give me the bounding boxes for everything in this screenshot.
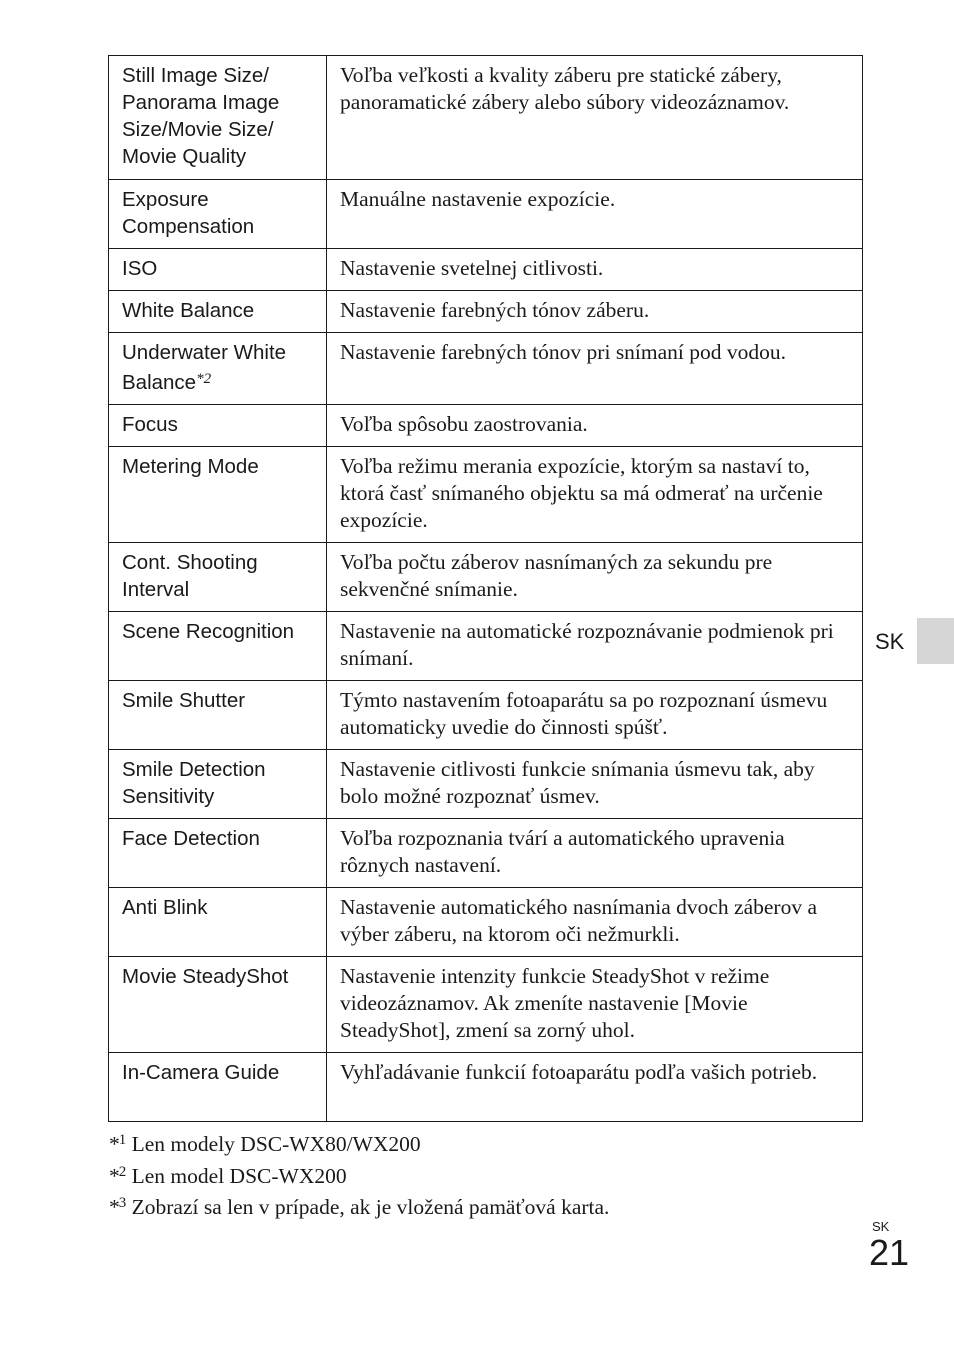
table-row: [109, 249, 863, 291]
setting-name: Focus: [109, 405, 327, 447]
setting-description: Nastavenie farebných tónov záberu.: [327, 291, 863, 333]
setting-name: Underwater White Balance: [122, 341, 287, 394]
table-row: [109, 543, 863, 612]
footnote-text: Zobrazí sa len v prípade, ak je vložená pamäťová karta.: [131, 1195, 610, 1219]
setting-name: Scene Recognition: [109, 612, 327, 681]
footnote-marker: *$^2$: [108, 1163, 127, 1188]
table-row: [109, 180, 863, 249]
setting-name: ISO: [109, 249, 327, 291]
setting-name: Cont. Shooting Interval: [109, 543, 327, 612]
language-tab-label: SK: [875, 629, 905, 654]
setting-description: Vyhľadávanie funkcií fotoaparátu podľa vašich potrieb.: [327, 1053, 863, 1122]
table-row: [109, 1053, 863, 1122]
setting-name: Smile Shutter: [109, 681, 327, 750]
table-row: [109, 888, 863, 957]
setting-description: Voľba režimu merania expozície, ktorým sa nastaví to, ktorá časť snímaného objektu sa má odmerať na určenie expozície.: [327, 447, 863, 543]
table-row: [109, 681, 863, 750]
table-row: [109, 447, 863, 543]
table-row: [109, 56, 863, 180]
setting-name: White Balance: [109, 291, 327, 333]
setting-description: Nastavenie na automatické rozpoznávanie podmienok pri snímaní.: [327, 612, 863, 681]
setting-description: Nastavenie citlivosti funkcie snímania úsmevu tak, aby bolo možné rozpoznať úsmev.: [327, 750, 863, 819]
setting-description: Voľba rozpoznania tvárí a automatického upravenia rôznych nastavení.: [327, 819, 863, 888]
setting-name: Metering Mode: [109, 447, 327, 543]
footnote: [108, 1190, 609, 1222]
setting-description: Nastavenie intenzity funkcie SteadyShot v režime videozáznamov. Ak zmeníte nastavenie [Movie SteadyShot], zmení sa zorný uhol.: [327, 957, 863, 1053]
setting-description: Voľba počtu záberov nasnímaných za sekundu pre sekvenčné snímanie.: [327, 543, 863, 612]
table-row: [109, 405, 863, 447]
setting-description: Voľba veľkosti a kvality záberu pre statické zábery, panoramatické zábery alebo súbory videozáznamov.: [327, 56, 863, 180]
footnote-reference: *2: [196, 371, 212, 387]
setting-name: Exposure Compensation: [109, 180, 327, 249]
table-row: [109, 291, 863, 333]
setting-description: Týmto nastavením fotoaparátu sa po rozpoznaní úsmevu automaticky uvedie do činnosti spúšť.: [327, 681, 863, 750]
footnote-text: Len modely DSC-WX80/WX200: [131, 1132, 421, 1156]
setting-name: Face Detection: [109, 819, 327, 888]
setting-name: In-Camera Guide: [109, 1053, 327, 1122]
table-row: [109, 612, 863, 681]
footnote-marker: *$^3$: [108, 1195, 127, 1219]
setting-name: Still Image Size/ Panorama Image Size/Movie Size/ Movie Quality: [109, 56, 327, 180]
footnotes: [108, 1127, 609, 1222]
setting-description: Manuálne nastavenie expozície.: [327, 180, 863, 249]
setting-name: Anti Blink: [109, 888, 327, 957]
setting-name: Movie SteadyShot: [109, 957, 327, 1053]
setting-description: Nastavenie svetelnej citlivosti.: [327, 249, 863, 291]
table-row: [109, 957, 863, 1053]
footnote: [108, 1159, 609, 1191]
table-row: [109, 333, 863, 405]
settings-table: [108, 55, 863, 1122]
setting-description: Nastavenie farebných tónov pri snímaní pod vodou.: [327, 333, 863, 405]
page-language: SK: [872, 1219, 890, 1234]
setting-description: Voľba spôsobu zaostrovania.: [327, 405, 863, 447]
footnote: [108, 1127, 609, 1159]
language-tab: [917, 618, 954, 664]
table-row: [109, 819, 863, 888]
setting-description: Nastavenie automatického nasnímania dvoch záberov a výber záberu, na ktorom oči nežmurkli.: [327, 888, 863, 957]
page-number: 21: [869, 1232, 910, 1273]
table-row: [109, 750, 863, 819]
setting-name-cell: [109, 333, 327, 405]
setting-name: Smile Detection Sensitivity: [109, 750, 327, 819]
footnote-text: Len model DSC-WX200: [131, 1163, 347, 1188]
footnote-marker: *$^1$: [108, 1132, 127, 1156]
